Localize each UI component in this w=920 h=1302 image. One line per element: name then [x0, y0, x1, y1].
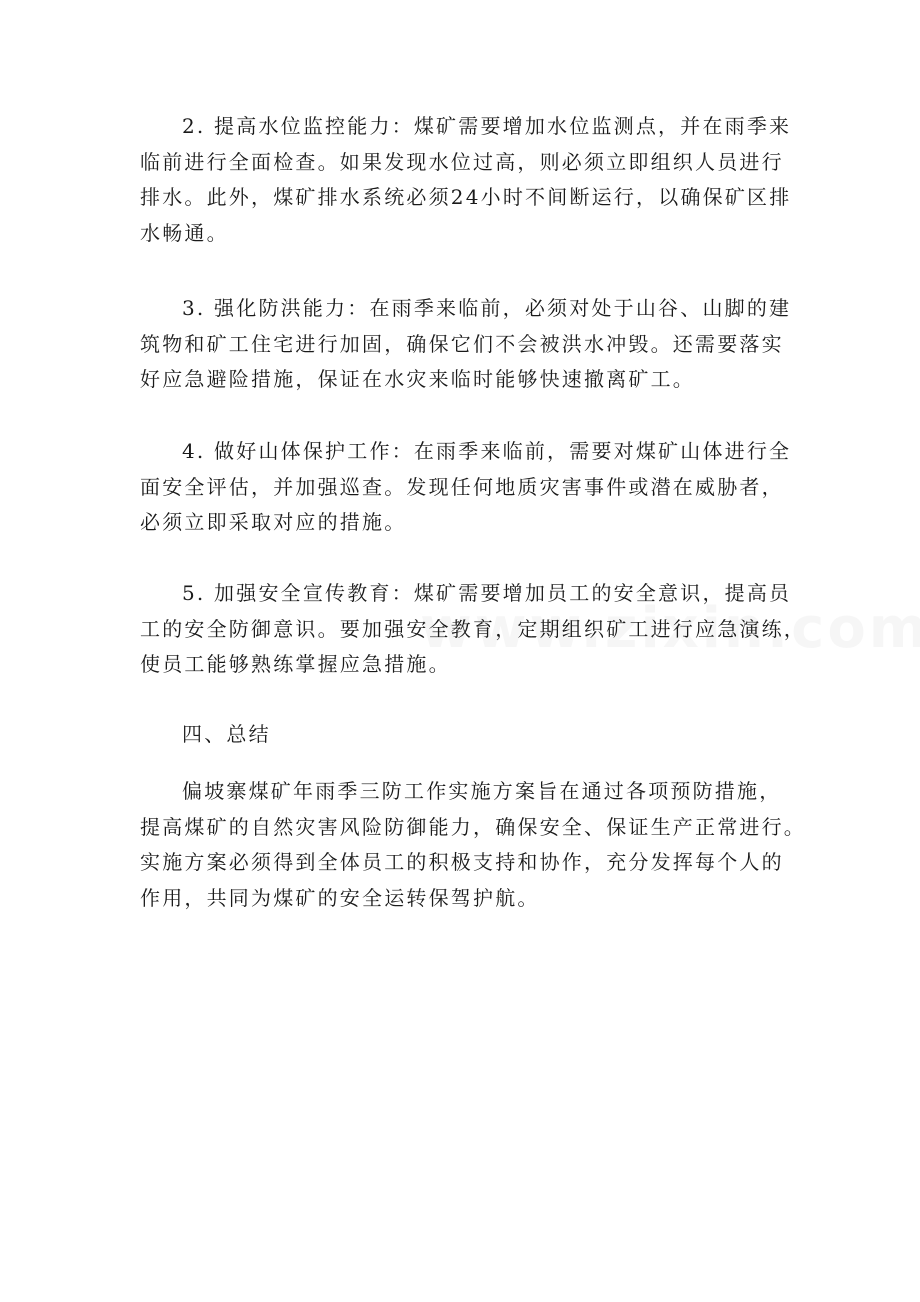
section-heading-summary	[140, 717, 800, 753]
paragraph-line: 必须立即采取对应的措施。	[140, 510, 407, 534]
paragraph-line: 面安全评估，并加强巡查。发现任何地质灾害事件或潜在威胁者，	[140, 474, 784, 499]
paragraph-item-3	[140, 291, 800, 398]
paragraph-line: 4. 做好山体保护工作：在雨季来临前，需要对煤矿山体进行全	[182, 439, 792, 463]
paragraph-line: 使员工能够熟练掌握应急措施。	[140, 652, 451, 676]
paragraph-line: 偏坡寨煤矿年雨季三防工作实施方案旨在通过各项预防措施，	[182, 779, 782, 803]
paragraph-line: 2. 提高水位监控能力：煤矿需要增加水位监测点，并在雨季来	[182, 114, 792, 138]
paragraph-line: 提高煤矿的自然灾害风险防御能力，确保安全、保证生产正常进行。	[140, 814, 806, 839]
paragraph-line: 工的安全防御意识。要加强安全教育，定期组织矿工进行应急演练，	[140, 616, 806, 641]
paragraph-item-4	[140, 434, 800, 541]
paragraph-line: 实施方案必须得到全体员工的积极支持和协作，充分发挥每个人的	[140, 850, 784, 874]
paragraph-line: 作用，共同为煤矿的安全运转保驾护航。	[140, 885, 540, 910]
paragraph-line: 3. 强化防洪能力：在雨季来临前，必须对处于山谷、山脚的建	[182, 296, 792, 320]
paragraph-line: 水畅通。	[140, 220, 229, 245]
paragraph-item-5	[140, 576, 806, 683]
paragraph-line: 排水。此外，煤矿排水系统必须24小时不间断运行，以确保矿区排	[140, 185, 792, 209]
section-heading: 四、总结	[182, 722, 271, 746]
paragraph-line: 好应急避险措施，保证在水灾来临时能够快速撤离矿工。	[140, 367, 695, 391]
paragraph-line: 5. 加强安全宣传教育：煤矿需要增加员工的安全意识，提高员	[182, 581, 792, 605]
paragraph-summary	[140, 774, 806, 916]
paragraph-line: 筑物和矿工住宅进行加固，确保它们不会被洪水冲毁。还需要落实	[140, 331, 784, 356]
paragraph-item-2	[140, 109, 800, 251]
paragraph-line: 临前进行全面检查。如果发现水位过高，则必须立即组织人员进行	[140, 149, 784, 174]
